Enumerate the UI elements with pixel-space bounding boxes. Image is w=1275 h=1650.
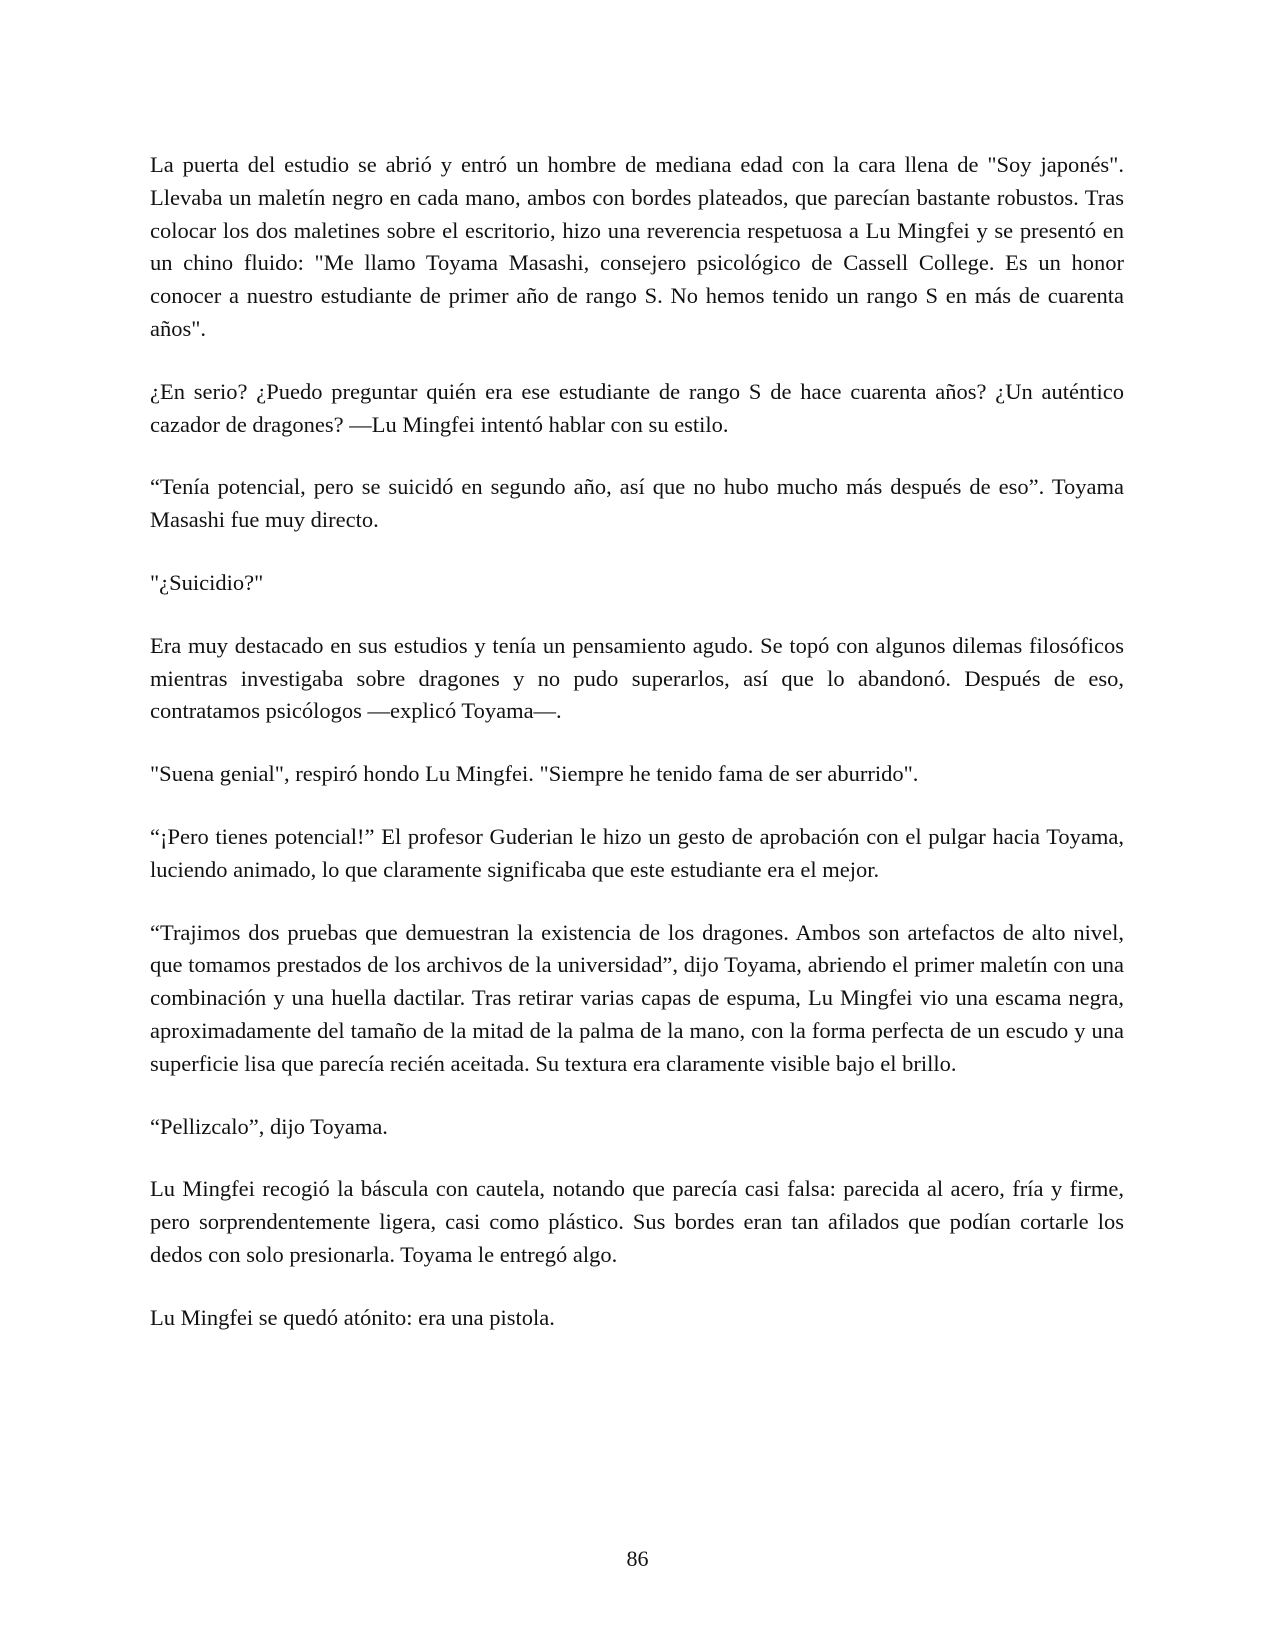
body-text — [150, 149, 1124, 1365]
paragraph: “¡Pero tienes potencial!” El profesor Guderian le hizo un gesto de aprobación con el pulgar hacia Toyama, luciendo animado, lo que claramente significaba que este estudiante era el mejor. — [150, 823, 1124, 882]
paragraph: “Pellizcalo”, dijo Toyama. — [150, 1113, 388, 1139]
paragraph: Lu Mingfei recogió la báscula con cautela, notando que parecía casi falsa: parecida al acero, fría y firme, pero sorprendentemente ligera, casi como plástico. Sus bordes eran tan afilados que podían cortarle los dedos con solo presionarla. Toyama le entregó algo. — [150, 1176, 1124, 1267]
paragraph: “Trajimos dos pruebas que demuestran la existencia de los dragones. Ambos son artefactos de alto nivel, que tomamos prestados de los archivos de la universidad”, dijo Toyama, abriendo el primer maletín con una combinación y una huella dactilar. Tras retirar varias capas de espuma, Lu Mingfei vio una escama negra, aproximadamente del tamaño de la mitad de la palma de la mano, con la forma perfecta de un escudo y una superficie lisa que parecía recién aceitada. Su textura era claramente visible bajo el brillo. — [150, 919, 1124, 1076]
paragraph: Lu Mingfei se quedó atónito: era una pistola. — [150, 1304, 555, 1330]
paragraph: La puerta del estudio se abrió y entró un hombre de mediana edad con la cara llena de "Soy japonés". Llevaba un maletín negro en cada mano, ambos con bordes plateados, que parecían bastante robustos. Tras colocar los dos maletines sobre el escritorio, hizo una reverencia respetuosa a Lu Mingfei y se presentó en un chino fluido: "Me llamo Toyama Masashi, consejero psicológico de Cassell College. Es un honor conocer a nuestro estudiante de primer año de rango S. No hemos tenido un rango S en más de cuarenta años". — [150, 152, 1124, 341]
paragraph: ¿En serio? ¿Puedo preguntar quién era ese estudiante de rango S de hace cuarenta años? ¿Un auténtico cazador de dragones? —Lu Mingfei intentó hablar con su estilo. — [150, 378, 1124, 437]
paragraph: "¿Suicidio?" — [150, 569, 264, 595]
paragraph: “Tenía potencial, pero se suicidó en segundo año, así que no hubo mucho más después de eso”. Toyama Masashi fue muy directo. — [150, 474, 1124, 533]
paragraph: "Suena genial", respiró hondo Lu Mingfei. "Siempre he tenido fama de ser aburrido". — [150, 761, 919, 787]
paragraph: Era muy destacado en sus estudios y tenía un pensamiento agudo. Se topó con algunos dilemas filosóficos mientras investigaba sobre dragones y no pudo superarlos, así que lo abandonó. Después de eso, contratamos psicólogos —explicó Toyama—. — [150, 632, 1124, 724]
page-number: 86 — [626, 1546, 649, 1571]
